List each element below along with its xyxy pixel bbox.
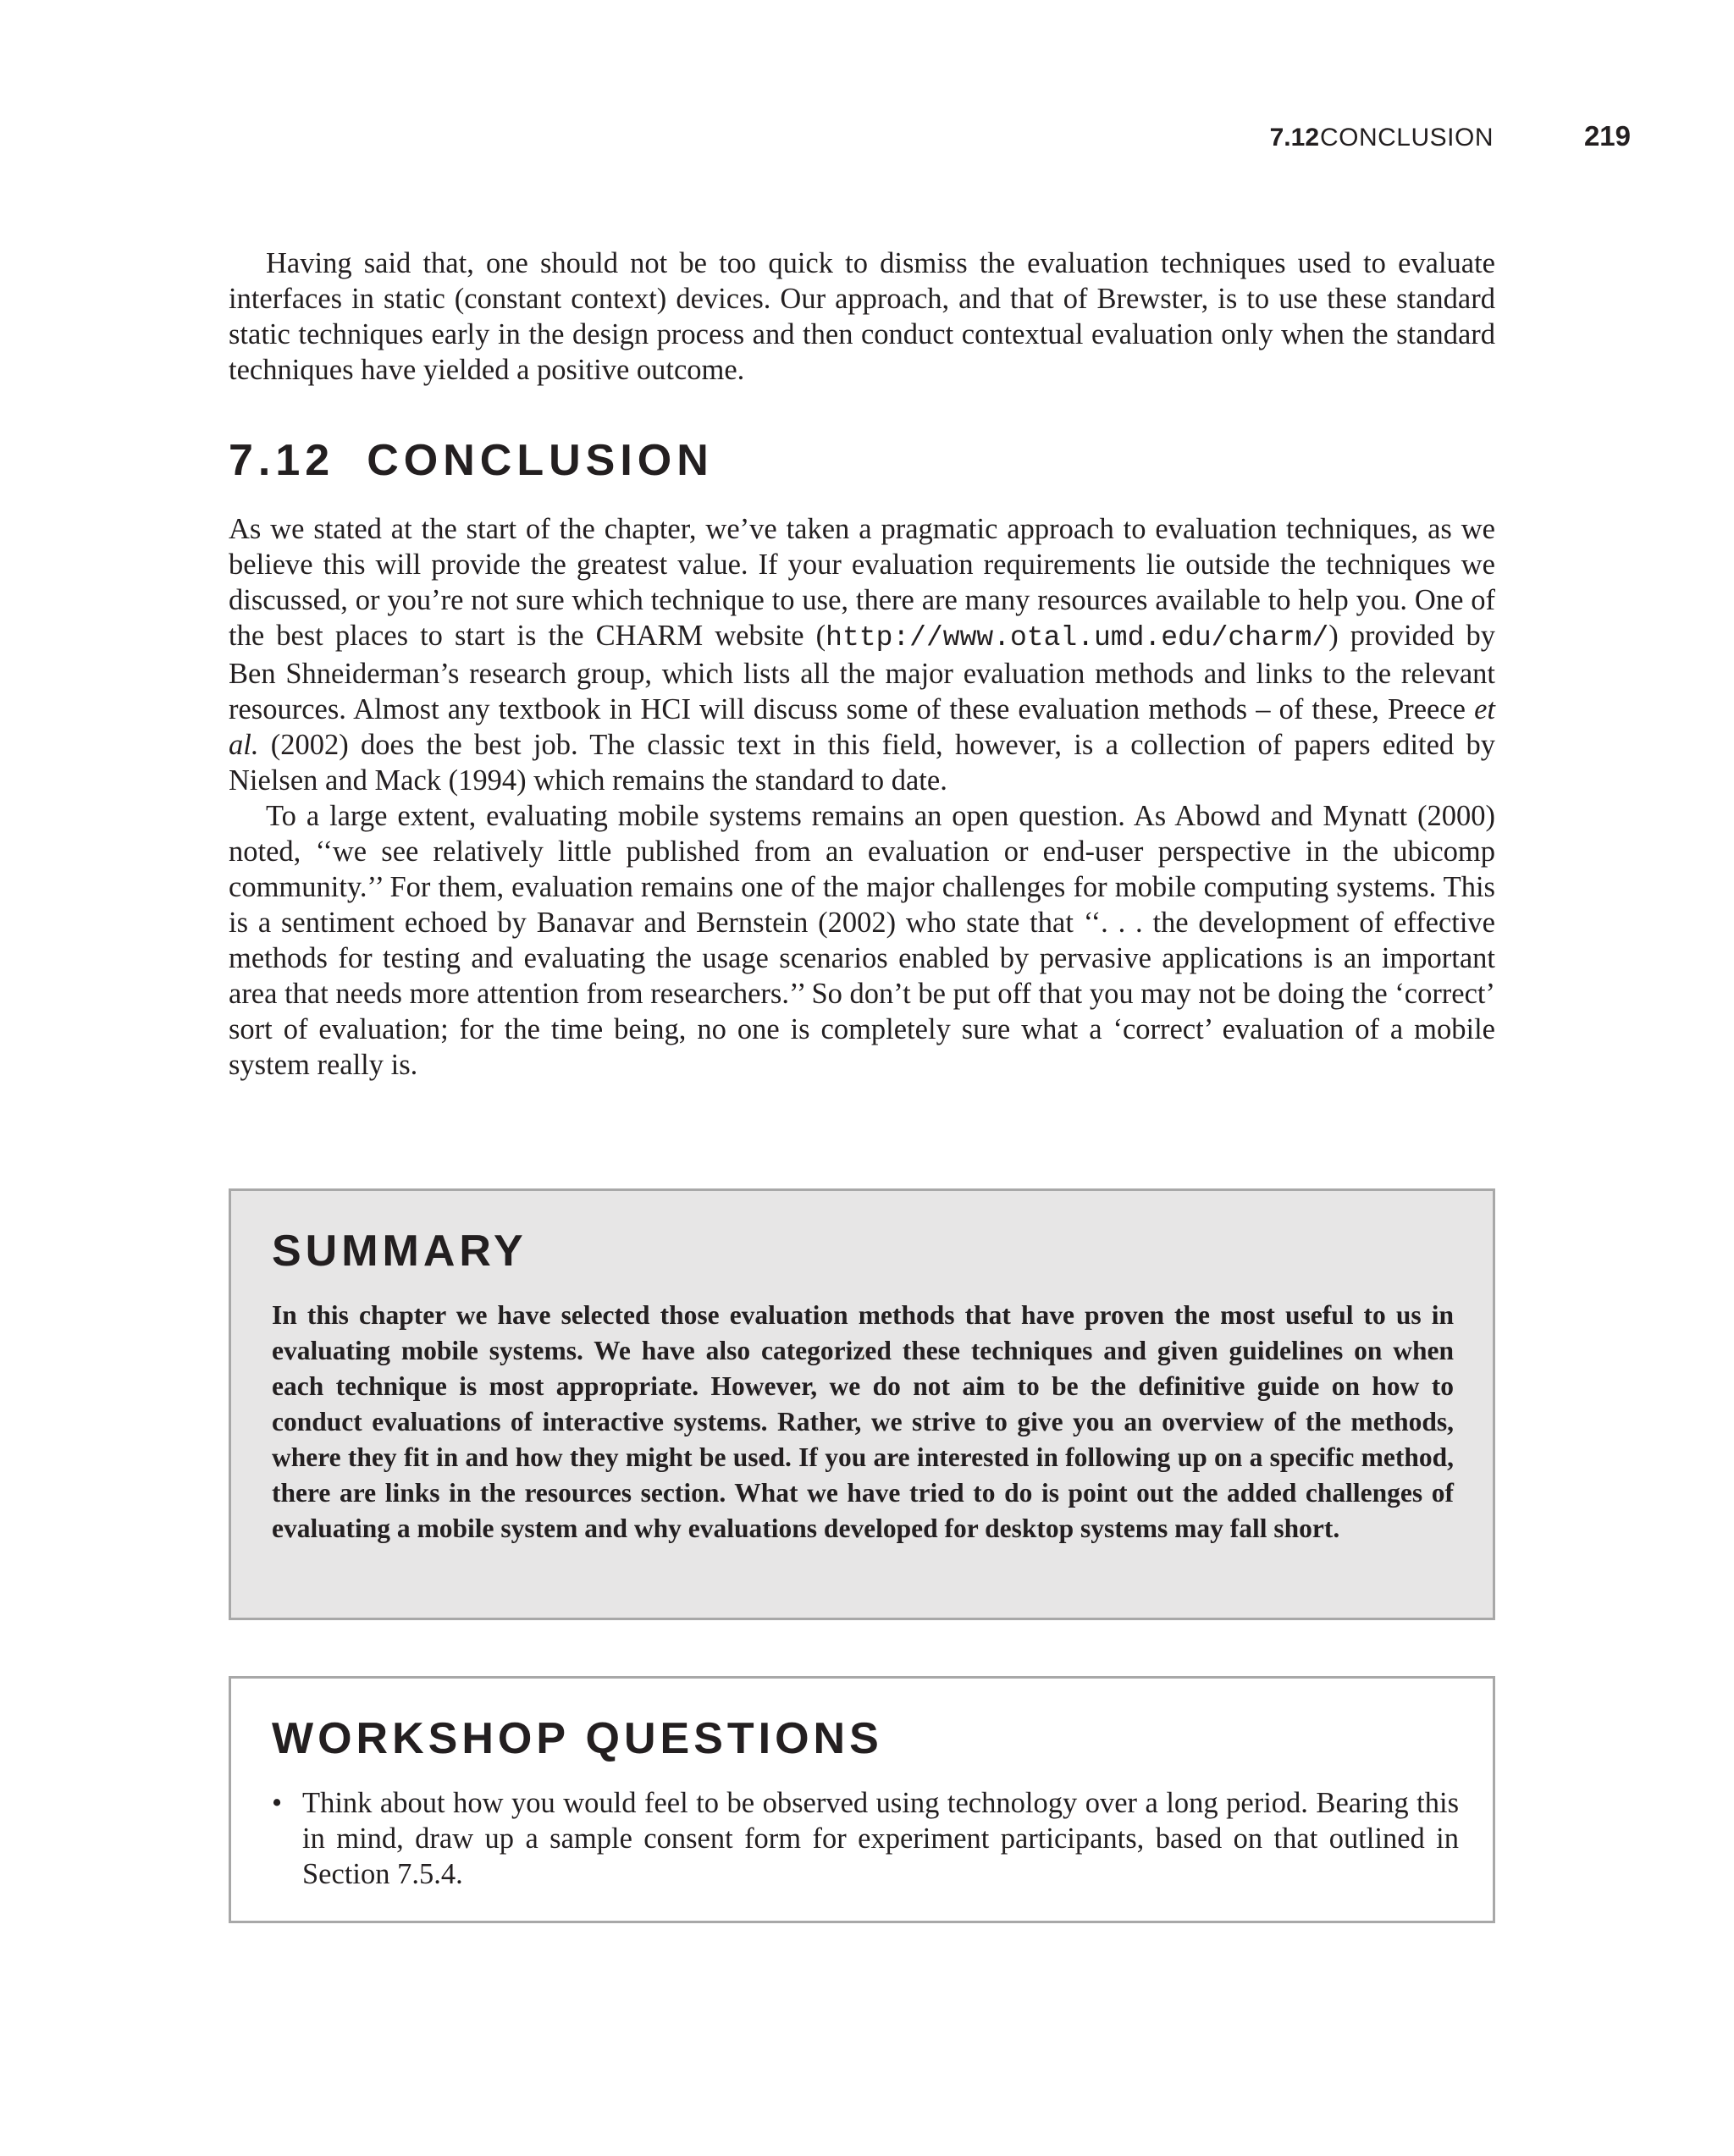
conclusion-paragraph-1 (229, 511, 1495, 798)
main-content (229, 245, 1495, 1083)
running-head-section-number: 7.12 (1269, 124, 1319, 152)
italic-citation: et al. (229, 693, 1495, 761)
workshop-question-list (272, 1785, 1459, 1892)
summary-box (229, 1188, 1495, 1620)
summary-text: In this chapter we have selected those evaluation methods that have proven the most useful to us in evaluating mobile systems. We have also categorized these techniques and given guidelines on when each technique is most appropriate. However, we do not aim to be the definitive guide on how to conduct evaluations of interactive systems. Rather, we strive to give you an overview of the methods, where they fit in and how they might be used. If you are interested in following up on a specific method, there are links in the resources section. What we have tried to do is point out the added challenges of evaluating a mobile system and why evaluations developed for desktop systems may fall short. (272, 1300, 1454, 1543)
section-heading-number: 7.12 (229, 436, 335, 485)
running-head (229, 120, 1631, 157)
paragraph-text: ) provided by Ben Shneiderman’s research group, which lists all the major evaluation methods and links to the relevant resources. Almost any textbook in HCI will discuss some of these evaluation methods – of these, Preece (229, 620, 1495, 725)
running-head-section-title: CONCLUSION (1319, 124, 1494, 152)
charm-website-url[interactable]: http://www.otal.umd.edu/charm/ (826, 622, 1329, 653)
section-heading (229, 435, 1495, 488)
section-heading-title: CONCLUSION (367, 436, 714, 485)
paragraph-text: As we stated at the start of the chapter, we’ve taken a pragmatic approach to evaluation techniques, as we believe this will provide the greatest value. If your evaluation requirements lie outside the techniques we discussed, or you’re not sure which technique to use, there are many resources available to help you. One of the best places to start is the CHARM website ( (229, 513, 1495, 652)
workshop-questions-box (229, 1676, 1495, 1923)
intro-paragraph: Having said that, one should not be too quick to dismiss the evaluation techniques used to evaluate interfaces in static (constant context) devices. Our approach, and that of Brewster, is to use these standard static techniques early in the design process and then conduct contextual evaluation only when the standard techniques have yielded a positive outcome. (229, 247, 1495, 386)
workshop-question (272, 1785, 1459, 1892)
bullet-icon: • (272, 1787, 283, 1819)
conclusion-paragraph-2: To a large extent, evaluating mobile systems remains an open question. As Abowd and Mynatt (2000) noted, ‘‘we see relatively little published from an evaluation or end-user perspective in the ubicomp community.’’ For them, evaluation remains one of the major challenges for mobile computing systems. This is a sentiment echoed by Banavar and Bernstein (2002) who state that ‘‘. . . the development of effective methods for testing and evaluating the usage scenarios enabled by pervasive applications is an important area that needs more attention from researchers.’’ So don’t be put off that you may not be doing the ‘correct’ sort of evaluation; for the time being, no one is completely sure what a ‘correct’ evaluation of a mobile system really is. (229, 800, 1495, 1081)
page-number: 219 (1583, 120, 1631, 152)
workshop-title: WORKSHOP QUESTIONS (272, 1714, 883, 1763)
summary-title: SUMMARY (272, 1227, 527, 1276)
workshop-question-text: Think about how you would feel to be observed using technology over a long period. Bearing this in mind, draw up a sample consent form for experiment participants, based on that outlined in Section 7.5.4. (302, 1787, 1459, 1890)
paragraph-text: (2002) does the best job. The classic text in this field, however, is a collection of papers edited by Nielsen and Mack (1994) which remains the standard to date. (229, 729, 1495, 797)
